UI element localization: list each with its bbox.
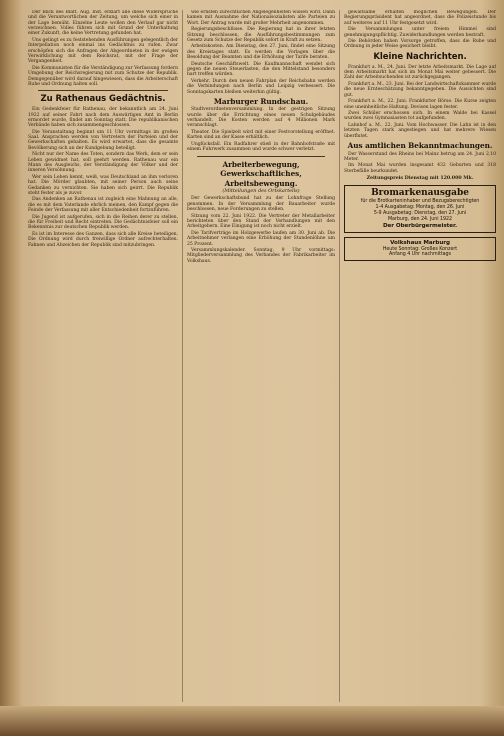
column-3 [344,10,496,706]
col2-labor-paragraph: Sitzung vom 22. Juni 1922. Die Vertreter der Metallarbeiter berichteten über den Stand der Verhandlungen mit den Arbeitgebern. Eine Einigung ist noch nicht erzielt. [187,213,335,230]
col2-section-heading: Marburger Rundschau. [213,96,309,106]
col2-top-paragraph: Deutsche Geschäftswelt. Die Kaufmannschaft wendet sich gegen die neuen Steuerlasten, die den Mittelstand besonders hart treffen würden. [187,61,335,78]
col2-section-paragraph: Theater. Die Spielzeit wird mit einer Festvorstellung eröffnet. Karten sind an der Kasse erhältlich. [187,129,335,141]
ad-line: Anfang 4 Uhr nachmittags [389,252,451,258]
col2-top-paragraph: Verkehr. Durch den neuen Fahrplan der Reichsbahn werden die Verbindungen nach Berlin und Leipzig verbessert. Die Sonntagskarten bleiben weiterhin gültig. [187,78,335,95]
col3-news-paragraph: Frankfurt a. M., 23. Juni. Bei der Landwirtschaftskammer wurde die neue Ernteschätzung bekanntgegeben. Die Aussichten sind gut. [344,82,496,98]
col2-section-paragraph: Stadtverordnetenversammlung. In der gestrigen Sitzung wurde über die Errichtung eines neuen Schulgebäudes verhandelt. Die Kosten werden auf 4 Millionen Mark veranschlagt. [187,107,335,129]
column-1 [28,10,178,706]
col3-news-paragraph: Frankfurt a. M., 22. Juni. Frankfurter Börse. Die Kurse zeigten eine uneinheitliche Haltung. Devisen lagen fester. [344,99,496,110]
col2-section-paragraph: Unglücksfall. Ein Radfahrer stieß in der Bahnhofstraße mit einem Fuhrwerk zusammen und wurde schwer verletzt. [187,141,335,153]
col2-labor-paragraph: Die Tarifverträge im Holzgewerbe laufen am 30. Juni ab. Die Arbeitnehmer verlangen eine Erhöhung der Stundenlöhne um 25 Prozent. [187,230,335,247]
col3-top-paragraph: Die Behörden haben Vorsorge getroffen, dass die Ruhe und Ordnung in jeder Weise gesichert bleibt. [344,39,496,50]
ad-title: Bromarkenausgabe [371,188,469,199]
col3-notice-paragraph: Im Monat Mai wurden insgesamt 432 Geburten und 318 Sterbefälle beurkundet. [344,163,496,174]
separator [38,90,168,91]
page-bottom-edge [0,706,504,736]
ad-signature: Der Oberbürgermeister. [382,222,458,229]
bread-coupon-ad [344,185,496,232]
column-rule-right [339,10,340,702]
col1-body-paragraph: Das Andenken an Rathenau ist zugleich eine Mahnung an alle, die es mit dem Vaterlande ehrlich meinen, den Kampf gegen die Feinde der Verfassung mit aller Entschiedenheit fortzuführen. [28,197,178,214]
ad-venue: Volkshaus Marburg [390,239,450,246]
col3-notices-heading: Aus amtlichen Bekanntmachungen. [347,141,493,150]
col3-news-paragraph: Lahnhof a. M., 22. Juni. Vom Hochwasser. Die Lahn ist in den letzten Tagen stark angestiegen und hat mehrere Wiesen überflutet. [344,122,496,139]
col3-news-paragraph: Frankfurt a. M., 24. Juni. Der letzte Arbeitsmarkt. Die Lage auf dem Arbeitsmarkt hat sich im Monat Mai weiter gebessert. Die Zahl der Arbeitsuchenden ist zurückgegangen. [344,64,496,81]
concert-ad [344,237,496,262]
separator [197,156,325,157]
col3-top-paragraph: Die Versammlungen unter freiem Himmel sind genehmigungspflichtig. Zuwiderhandlungen werden bestraft. [344,27,496,38]
col2-labor-heading: Arbeiterbewegung, Gewerkschaftliches, Arbeitsbewegung. [220,159,302,188]
ad-line: Marburg, den 24. Juni 1922 [387,216,453,222]
col1-intro-paragraph: Uns gelingt es zu feststehenden Ausführungen gelegentlich der Interpellation noch einmal ins Gedächtnis zu rufen. Zwar erschöpfen sich die Anfragen der Abgeordneten in der ewigen Verwirklichung mit dem Reichsrat, mit der Frage der Vergangenheit. [28,37,178,65]
col2-top-paragraph: Regierungsbeschlüsse. Die Regierung hat in ihrer letzten Sitzung beschlossen, die Ausführungsbestimmungen zum Gesetz zum Schutze der Republik sofort in Kraft zu setzen. [187,27,335,43]
col3-top-paragraph: gewaltsame erhalten möglichen Bewegungen. Der Regierungspräsident hat angeordnet, dass die Polizeistunde bis auf weiteres auf 11 Uhr festgesetzt wird. [344,10,496,26]
col1-body-paragraph: Die Veranstaltung beginnt um 11 Uhr vormittags im großen Saal. Ansprachen werden von Vertretern der Parteien und der Gewerkschaften gehalten. Es wird erwartet, dass die gesamte Bevölkerung sich an der Kundgebung beteiligt. [28,129,178,151]
col2-top-paragraph: Arbeitskosten. Am Dienstag, den 27. Juni, findet eine Sitzung des Kreistages statt. Es werden die Vorlagen über die Besoldung der Beamten und die Erhöhung der Tarife beraten. [187,44,335,61]
ad-line: 5-9 Ausgabetag: Dienstag, den 27. Juni [373,211,467,216]
ad-line: Heute Sonntag: Großes Konzert [382,246,458,252]
col1-intro-paragraph: Der Blick des Blatt. Aug. Inst. erklärt alle diese Widersprüche und die Verantwortlichen der Zeitung, um welche sich einer in der Lage bemüht. Einzelne Leute wollen den Verlauf gar nicht verzeichnen. Volles führen sich mit Grund der Unterhaltung einer Zukunft, die keine Vertretung gefunden hat. [28,10,178,37]
ad-line: für die Brotkarteninhaber und Bezugsberechtigten [360,199,480,205]
col1-body-paragraph: Es ist im Interesse des Ganzen, dass sich alle Kreise beteiligen. Die Ordnung wird durch freiwillige Ordner aufrechterhalten. Fahnen und Abzeichen der Republik sind mitzubringen. [28,231,178,248]
col2-labor-subheading: (Mitteilungen des Ortskartells) [222,188,300,195]
col1-intro-paragraph: Die Kommunisten für die Verständigung zur Verfassung fordern Umgebung der Reichsregierung mit zum Schutze der Republik. Demgegenüber wird darauf hingewiesen, dass die Arbeiterschaft Ruhe und Ordnung halten soll. [28,65,178,87]
column-rule-left [182,10,183,702]
col1-body-paragraph: Wer sein Leben kennt, weiß, was Deutschland an ihm verloren hat. Die Mörder glaubten, mit seiner Person auch seine Gedanken zu vernichten. Sie haben sich geirrt. Die Republik steht fester als je zuvor. [28,174,178,196]
col1-body-paragraph: Nicht nur der Name des Toten, sondern das Werk, dem er sein Leben gewidmet hat, soll geehrt werden. Rathenau war ein Mann des Ausgleichs, der Verständigung der Völker und der inneren Versöhnung. [28,152,178,174]
col1-heading: Zu Rathenaus Gedächtnis. [40,94,166,105]
col1-body-paragraph: Die Jugend ist aufgerufen, sich in die Reihen derer zu stellen, die für Freiheit und Recht eintreten. Die Gedächtnisfeier soll ein Bekenntnis zur deutschen Republik werden. [28,214,178,231]
col2-labor-paragraph: Der Gewerkschaftsbund hat zu der Lohnfrage Stellung genommen. In der Versammlung der Bauarbeiter wurde beschlossen, neue Forderungen zu stellen. [187,196,335,213]
column-2 [187,10,335,706]
col3-heading: Kleine Nachrichten. [373,51,467,62]
col2-labor-paragraph: Versammlungskalender. Sonntag, 9 Uhr vormittags: Mitgliederversammlung des Verbandes der Fabrikarbeiter im Volkshaus. [187,248,335,264]
col3-news-paragraph: Zwei Schüler erschossen sich. In einem Walde bei Kassel wurden zwei Gymnasiasten tot aufgefunden. [344,111,496,122]
col3-notice-paragraph: Der Wasserstand des Rheins bei Mainz betrug am 24. Juni 2,10 Meter. [344,151,496,162]
ad-line: 1-4 Ausgabetag: Montag, den 26. Juni [375,205,465,211]
col2-top-paragraph: wie ernsten zurechtlichen Angelegenheiten wissen wird. Dann kamen mit Ausnahme der Nationalsozialisten alle Parteien zu Wort. Der Antrag wurde mit großer Mehrheit angenommen. [187,10,335,26]
subscription-notice: Zeitungspreis Dienstag mit 120.000 Mk. [366,175,474,182]
col1-body-paragraph: Ein Gedenkfeier für Rathenau, der bekanntlich am 24. Juni 1922 auf seiner Fahrt nach dem Auswärtigen Amt in Berlin ermordet wurde, findet am Sonntag statt. Die republikanischen Verbände haben sich zusammengeschlossen. [28,107,178,129]
